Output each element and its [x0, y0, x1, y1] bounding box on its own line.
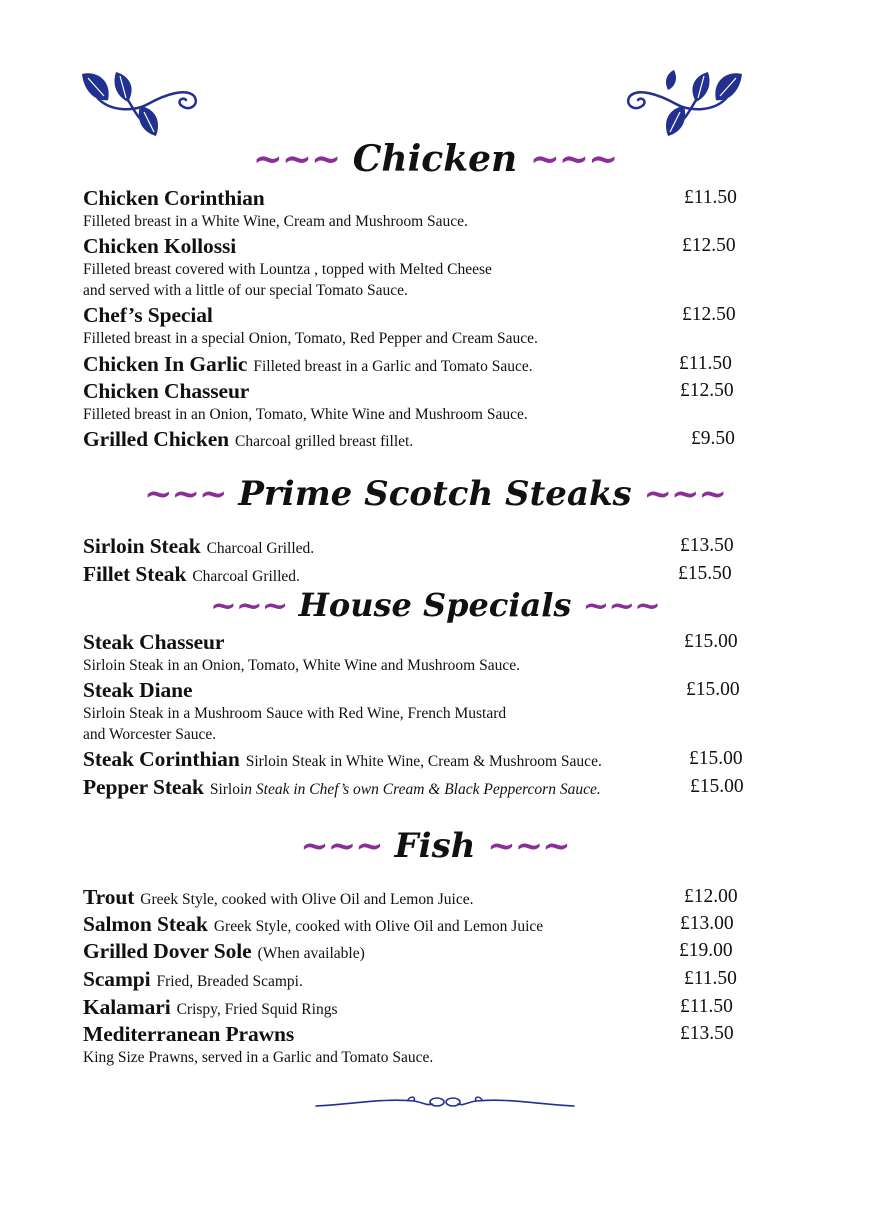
item-description: Filleted breast covered with Lountza , topped with Melted Cheese — [83, 261, 492, 278]
menu-item — [83, 747, 753, 772]
heading-title: Fish — [394, 826, 476, 866]
heading-tilde: ~~~ — [252, 138, 341, 180]
item-name: Scampi — [83, 967, 151, 991]
item-price: £15.50 — [678, 563, 732, 584]
item-price: £19.00 — [679, 940, 733, 961]
item-description: Sirloin Steak in White Wine, Cream & Mushroom Sauce. — [245, 753, 602, 770]
item-description: Greek Style, cooked with Olive Oil and Lemon Juice — [213, 918, 544, 935]
menu-item — [83, 186, 753, 232]
item-name: Kalamari — [83, 995, 171, 1019]
item-description: Charcoal Grilled. — [206, 540, 315, 557]
heading-title: Chicken — [352, 138, 518, 180]
heading-title: Prime Scotch Steaks — [238, 474, 632, 514]
item-name: Grilled Dover Sole — [83, 939, 252, 963]
heading-tilde: ~~~ — [144, 474, 227, 514]
vine-leaf-flourish-icon — [622, 66, 746, 142]
menu-item — [83, 234, 753, 301]
menu-item — [83, 630, 753, 676]
item-description: Sirloin Steak in an Onion, Tomato, White Wine and Mushroom Sauce. — [83, 657, 520, 674]
menu-item — [83, 775, 753, 800]
item-name: Steak Chasseur — [83, 630, 225, 654]
heading-tilde: ~~~ — [529, 138, 618, 180]
item-price: £12.50 — [680, 380, 734, 401]
item-name: Steak Corinthian — [83, 747, 240, 771]
item-price: £15.00 — [684, 631, 738, 652]
item-description: Charcoal grilled breast fillet. — [235, 433, 414, 450]
item-description: Filleted breast in a White Wine, Cream and Mushroom Sauce. — [83, 213, 468, 230]
menu-item — [83, 303, 753, 349]
item-price: £11.50 — [684, 968, 737, 989]
section-heading-chicken — [0, 138, 870, 180]
item-name: Sirloin Steak — [83, 534, 201, 558]
item-name: Salmon Steak — [83, 912, 208, 936]
item-price: £12.50 — [682, 304, 736, 325]
item-price: £11.50 — [679, 353, 732, 374]
item-name: Trout — [83, 885, 135, 909]
menu-item — [83, 379, 753, 425]
item-price: £13.50 — [680, 535, 734, 556]
item-price: £15.00 — [686, 679, 740, 700]
item-description: Filleted breast in an Onion, Tomato, White Wine and Mushroom Sauce. — [83, 406, 528, 423]
item-name: Chef’s Special — [83, 303, 213, 327]
item-description: Filleted breast in a Garlic and Tomato Sauce. — [253, 358, 533, 375]
menu-item — [83, 562, 753, 587]
item-description: and Worcester Sauce. — [83, 726, 217, 743]
heading-tilde: ~~~ — [300, 826, 383, 866]
item-description: Sirloin Steak in a Mushroom Sauce with Red Wine, French Mustard — [83, 705, 507, 722]
menu-item — [83, 427, 753, 452]
heading-tilde: ~~~ — [643, 474, 726, 514]
item-description: Sirloi — [209, 781, 245, 798]
item-price: £15.00 — [690, 776, 744, 797]
item-price: £9.50 — [691, 428, 735, 449]
item-price: £15.00 — [689, 748, 743, 769]
item-name: Grilled Chicken — [83, 427, 230, 451]
item-description: Fried, Breaded Scampi. — [156, 973, 303, 990]
heading-title: House Specials — [298, 586, 572, 624]
item-name: Fillet Steak — [83, 562, 187, 586]
item-name: Mediterranean Prawns — [83, 1022, 295, 1046]
item-description: and served with a little of our special Tomato Sauce. — [83, 282, 408, 299]
heading-tilde: ~~~ — [487, 826, 570, 866]
scroll-divider-icon — [314, 1092, 576, 1114]
menu-item — [83, 1022, 753, 1068]
item-description: King Size Prawns, served in a Garlic and Tomato Sauce. — [83, 1049, 434, 1066]
menu-item — [83, 967, 753, 992]
item-description: Filleted breast in a special Onion, Tomato, Red Pepper and Cream Sauce. — [83, 330, 538, 347]
menu-item — [83, 939, 753, 964]
item-name: Pepper Steak — [83, 775, 204, 799]
menu-item — [83, 678, 753, 745]
section-heading-house-specials — [0, 586, 870, 624]
item-name: Chicken Corinthian — [83, 186, 265, 210]
item-description: (When available) — [257, 945, 365, 962]
item-price: £13.50 — [680, 1023, 734, 1044]
menu-item — [83, 995, 753, 1020]
heading-tilde: ~~~ — [210, 586, 288, 624]
menu-item — [83, 352, 753, 377]
item-price: £11.50 — [680, 996, 733, 1017]
section-heading-fish — [0, 826, 870, 866]
menu-item — [83, 912, 753, 937]
section-heading-steaks — [0, 474, 870, 514]
heading-tilde: ~~~ — [582, 586, 660, 624]
menu-item — [83, 885, 753, 910]
item-name: Chicken Chasseur — [83, 379, 250, 403]
item-price: £12.50 — [682, 235, 736, 256]
item-price: £12.00 — [684, 886, 738, 907]
item-description: n Steak in Chef’s own Cream & Black Peppercorn Sauce. — [244, 781, 601, 798]
item-name: Steak Diane — [83, 678, 193, 702]
item-name: Chicken In Garlic — [83, 352, 248, 376]
item-description: Crispy, Fried Squid Rings — [176, 1001, 338, 1018]
item-name: Chicken Kollossi — [83, 234, 237, 258]
item-description: Charcoal Grilled. — [192, 568, 300, 585]
item-description: Greek Style, cooked with Olive Oil and Lemon Juice. — [140, 891, 474, 908]
item-price: £13.00 — [680, 913, 734, 934]
item-price: £11.50 — [684, 187, 737, 208]
menu-item — [83, 534, 753, 559]
vine-leaf-flourish-icon — [78, 66, 202, 142]
